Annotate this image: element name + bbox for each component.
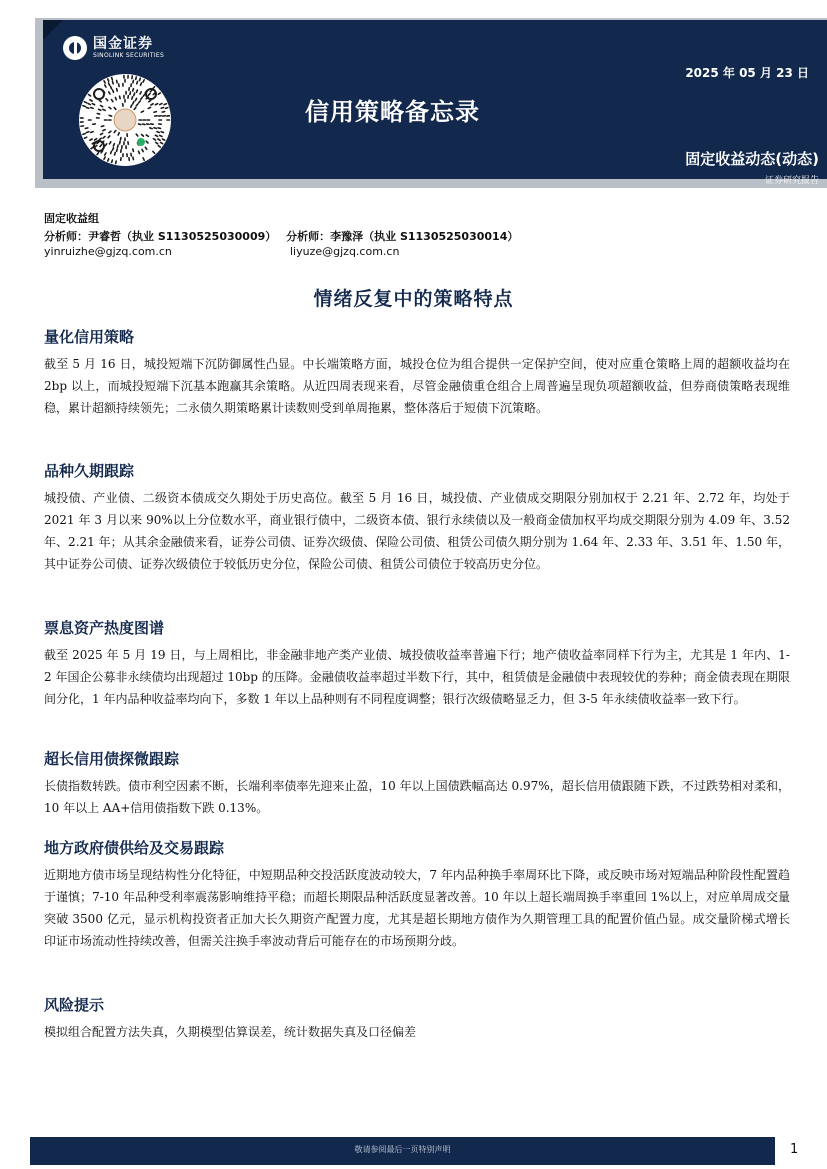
report-subtype: 证券研究报告 bbox=[764, 176, 819, 186]
brand-logo bbox=[63, 36, 164, 60]
section-title: 票息资产热度图谱 bbox=[44, 619, 165, 637]
analyst-list bbox=[44, 228, 518, 244]
section-body: 截至 5 月 16 日，城投短端下沉防御属性凸显。中长端策略方面，城投仓位为组合提供一定保护空间，使对应重仓策略上周的超额收益均在 2bp 以上，而城投短端下沉基本跑赢其余策略。从近四周表现来看，尽管金融债重仓组合上周普遍呈现负项超额收益，但券商债策略表现维稳，累计超额持续领先；二永债久期策略累计读数则受到单周拖累，整体落后于短债下沉策略。 bbox=[44, 357, 790, 415]
section-body: 模拟组合配置方法失真，久期模型估算误差，统计数据失真及口径偏差 bbox=[44, 1025, 417, 1039]
section-local-gov-bond bbox=[44, 838, 790, 952]
section-body: 长债指数转跌。债市利空因素不断，长端利率债率先迎来止盈，10 年以上国债跌幅高达 0.97%，超长信用债跟随下跌，不过跌势相对柔和，10 年以上 AA+信用债指数下跌 0.13%。 bbox=[44, 779, 790, 815]
section-body: 城投债、产业债、二级资本债成交久期处于历史高位。截至 5 月 16 日，城投债、产业债成交期限分别加权于 2.21 年、2.72 年，均处于 2021 年 3 月以来 90%以上分位数水平，商业银行债中，二级资本债、银行永续债以及一般商金债加权平均成交期限分别为 4.09 年、3.52 年、2.21 年；从其余金融债来看，证券公司债、证券次级债、保险公司债、租赁公司债久期分别为 1.64 年、2.33 年、3.51 年、1.50 年，其中证券公司债、证券次级债位于较低历史分位，保险公司债、租赁公司债位于较高历史分位。 bbox=[44, 491, 790, 571]
qr-code-icon bbox=[79, 74, 171, 166]
section-risk-warning bbox=[44, 995, 790, 1043]
section-quant-credit-strategy bbox=[44, 327, 790, 419]
section-coupon-heatmap bbox=[44, 618, 790, 710]
section-title: 量化信用策略 bbox=[44, 328, 135, 346]
section-body: 近期地方债市场呈现结构性分化特征，中短期品种交投活跃度波动较大，7 年内品种换手率周环比下降，或反映市场对短端品种阶段性配置趋于谨慎；7-10 年品种受利率震荡影响维持平稳；而超长期限品种活跃度显著改善。10 年以上超长端周换手率重回 1%以上，对应单周成交量突破 3500 亿元，显示机构投资者正加大长久期资产配置力度，尤其是超长期地方债作为久期管理工具的配置价值凸显。成交量阶梯式增长印证市场流动性持续改善，但需关注换手率波动背后可能存在的市场预期分歧。 bbox=[44, 868, 790, 948]
section-title: 地方政府债供给及交易跟踪 bbox=[44, 839, 225, 857]
analyst-1-email[interactable]: yinruizhe@gjzq.com.cn bbox=[44, 245, 172, 258]
report-title: 信用策略备忘录 bbox=[305, 98, 480, 126]
section-ultra-long-credit bbox=[44, 749, 790, 819]
section-duration-tracking bbox=[44, 461, 790, 575]
page-number: 1 bbox=[790, 1142, 799, 1157]
analyst-2-email[interactable]: liyuze@gjzq.com.cn bbox=[290, 245, 400, 258]
report-date: 2025 年 05 月 23 日 bbox=[685, 66, 809, 80]
department-label: 固定收益组 bbox=[44, 212, 99, 225]
logo-name-cn: 国金证券 bbox=[93, 36, 153, 52]
section-body: 截至 2025 年 5 月 19 日，与上周相比，非金融非地产类产业债、城投债收益率普遍下行；地产债收益率同样下行为主，尤其是 1 年内、1-2 年国企公募非永续债均出现超过 10bp 的压降。金融债收益率超过半数下行，其中，租赁债是金融债中表现较优的券种；商金债表现在期限间分化，1 年内品种收益率均向下，多数 1 年以上品种则有不同程度调整；银行次级债略显乏力，但 3-5 年永续债收益率一致下行。 bbox=[44, 648, 790, 706]
analyst-1: 分析师：尹睿哲（执业 S1130525030009） bbox=[44, 230, 277, 243]
section-title: 超长信用债探微跟踪 bbox=[44, 750, 180, 768]
banner-corner-fold bbox=[43, 20, 63, 40]
sinolink-logo-icon bbox=[63, 36, 87, 60]
analyst-2: 分析师：李豫泽（执业 S1130525030014） bbox=[286, 230, 519, 243]
article-title: 情绪反复中的策略特点 bbox=[313, 288, 514, 310]
logo-name-en: SINOLINK SECURITIES bbox=[93, 52, 165, 59]
header-banner bbox=[43, 20, 827, 186]
footer-disclaimer-note: 敬请参阅最后一页特别声明 bbox=[354, 1145, 451, 1154]
section-title: 风险提示 bbox=[44, 996, 105, 1014]
report-type: 固定收益动态(动态) bbox=[685, 150, 819, 168]
section-title: 品种久期跟踪 bbox=[44, 462, 135, 480]
